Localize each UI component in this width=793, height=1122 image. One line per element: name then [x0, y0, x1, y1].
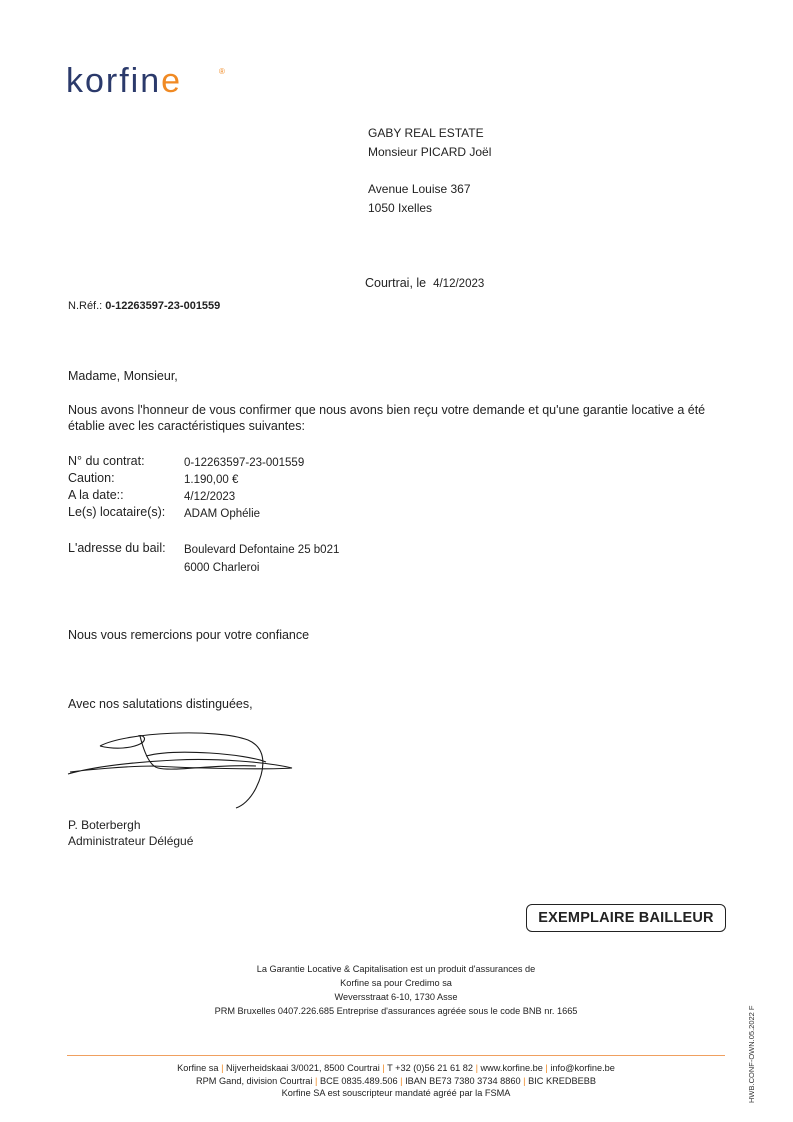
detail-value: 0-12263597-23-001559 — [184, 457, 305, 469]
copy-stamp: EXEMPLAIRE BAILLEUR — [526, 904, 726, 932]
logo-wordmark: korfine — [66, 62, 183, 98]
detail-label: Caution: — [68, 471, 115, 485]
recipient-city: 1050 Ixelles — [368, 201, 433, 215]
greeting: Madame, Monsieur, — [68, 369, 178, 383]
lease-address-label: L'adresse du bail: — [68, 541, 166, 555]
footer-line-3: Korfine SA est souscripteur mandaté agréé par la FSMA — [281, 1088, 511, 1098]
footer-divider — [67, 1055, 725, 1056]
footer-line-2: RPM Gand, division Courtrai | BCE 0835.489.506 | IBAN BE73 7380 3734 8860 | BIC KREDBEBB — [196, 1075, 596, 1086]
closing-line: Avec nos salutations distinguées, — [68, 697, 253, 711]
signer-block — [68, 817, 193, 849]
lease-address-line1: Boulevard Defontaine 25 b021 — [184, 544, 340, 556]
lease-address-line2: 6000 Charleroi — [184, 562, 260, 574]
detail-value: ADAM Ophélie — [184, 508, 261, 520]
recipient-street: Avenue Louise 367 — [368, 182, 471, 196]
footer-website-link[interactable]: www.korfine.be — [480, 1063, 543, 1073]
legal-line: PRM Bruxelles 0407.226.685 Entreprise d'assurances agréée sous le code BNB nr. 1665 — [214, 1006, 578, 1016]
detail-label: Le(s) locataire(s): — [68, 505, 166, 519]
legal-notice — [66, 962, 726, 1018]
signature — [66, 726, 298, 810]
signer-name: P. Boterbergh — [68, 818, 141, 832]
detail-label: A la date:: — [68, 488, 124, 502]
registered-mark: ® — [219, 67, 225, 76]
detail-label: N° du contrat: — [68, 454, 145, 468]
date-value: 4/12/2023 — [433, 278, 485, 290]
footer — [66, 1062, 726, 1100]
reference-label: N.Réf.: — [68, 300, 103, 312]
form-code: HWB.CONF-OWN.05.2022 F — [747, 1005, 756, 1103]
recipient-person: Monsieur PICARD Joël — [368, 145, 492, 159]
intro-paragraph: Nous avons l'honneur de vous confirmer que nous avons bien reçu votre demande et qu'une garantie locative a été établie avec les caractéristiques suivantes: — [68, 403, 706, 433]
detail-value: 4/12/2023 — [184, 491, 236, 503]
korfine-logo — [66, 58, 236, 98]
reference-value: 0-12263597-23-001559 — [105, 300, 221, 312]
legal-line: La Garantie Locative & Capitalisation est un produit d'assurances de — [256, 964, 536, 974]
signer-title: Administrateur Délégué — [68, 834, 194, 848]
detail-value: 1.190,00 € — [184, 474, 239, 486]
footer-email-link[interactable]: info@korfine.be — [550, 1063, 615, 1073]
date-place: Courtrai, le — [365, 276, 427, 290]
legal-line: Korfine sa pour Credimo sa — [340, 978, 452, 988]
recipient-address — [368, 124, 491, 218]
footer-line-1: Korfine sa | Nijverheidskaai 3/0021, 8500 Courtrai | T +32 (0)56 21 61 82 | www.korfine.be | info@korfine.be — [177, 1063, 615, 1073]
legal-line: Weversstraat 6-10, 1730 Asse — [334, 992, 458, 1002]
recipient-company: GABY REAL ESTATE — [368, 126, 484, 140]
reference-line — [68, 300, 220, 312]
thanks-line: Nous vous remercions pour votre confiance — [68, 628, 310, 642]
date-line — [365, 276, 484, 290]
